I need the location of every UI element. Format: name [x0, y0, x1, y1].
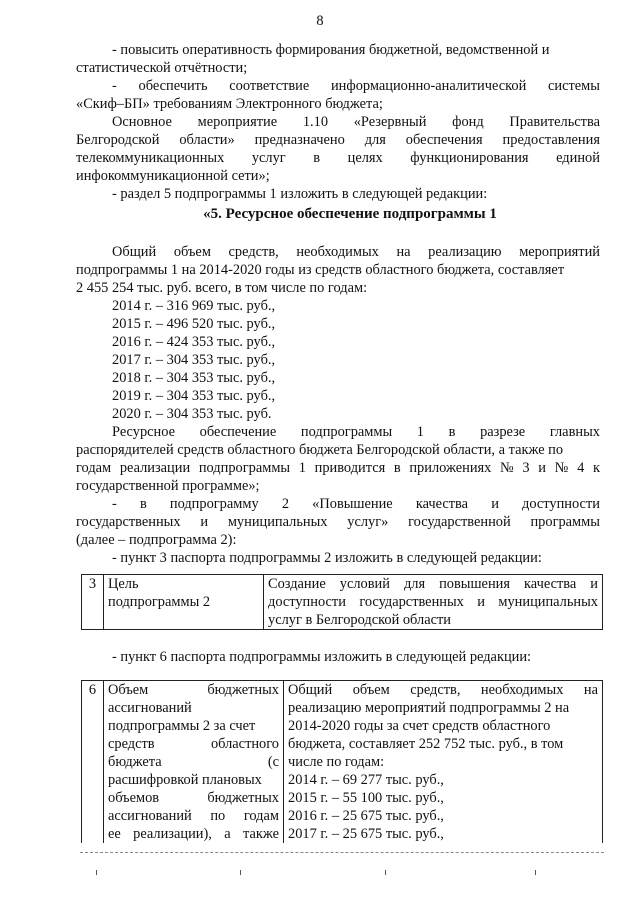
- word: государственных: [76, 514, 181, 530]
- value-line: 2014 г. – 69 277 тыс. руб.,: [288, 772, 444, 788]
- word: повышения: [439, 576, 510, 592]
- word: услуг: [251, 150, 286, 166]
- scan-mark: [240, 870, 241, 875]
- word: системы: [548, 78, 600, 94]
- word: ассигнований: [108, 808, 192, 824]
- resource-paragraph-line1: [112, 243, 600, 261]
- year-2019: 2019 г. – 304 353 тыс. руб.,: [112, 388, 276, 404]
- word: доступности: [268, 594, 346, 610]
- word: услуг»: [347, 514, 389, 530]
- word: предназначено: [254, 132, 345, 148]
- label-line: [108, 681, 279, 699]
- word: Общий: [288, 682, 333, 698]
- word: на: [583, 682, 598, 698]
- word: к: [592, 460, 600, 476]
- word: в: [139, 496, 147, 512]
- word: а: [224, 826, 231, 842]
- word: необходимых: [296, 244, 379, 260]
- point6-instruction: - пункт 6 паспорта подпрограммы изложить в следующей редакции:: [112, 649, 532, 665]
- year-2020: 2020 г. – 304 353 тыс. руб.: [112, 406, 272, 422]
- word: областного: [210, 736, 279, 752]
- word: 4: [577, 460, 585, 476]
- section-heading: «5. Ресурсное обеспечение подпрограммы 1: [203, 206, 497, 222]
- scan-mark: [96, 870, 97, 875]
- word: для: [364, 132, 386, 148]
- word: государственной: [408, 514, 511, 530]
- value-line: услуг в Белгородской области: [268, 612, 451, 628]
- word: главных: [549, 424, 600, 440]
- label-line: расшифровкой плановых: [108, 772, 262, 788]
- resource-paragraph-line3: 2 455 254 тыс. руб. всего, в том числе по годам:: [76, 280, 368, 296]
- page-number: 8: [316, 13, 324, 29]
- word: подпрограммы: [300, 424, 393, 440]
- word: 2: [281, 496, 290, 512]
- word: для: [403, 576, 426, 592]
- word: и: [590, 576, 598, 592]
- passport-table-point3: [81, 574, 603, 630]
- word: муниципальных: [498, 594, 598, 610]
- word: функционирования: [410, 150, 529, 166]
- subprogram2-line1: [112, 495, 600, 513]
- value-line: [268, 593, 598, 611]
- table-cut-line: [80, 852, 604, 853]
- word: реализацию: [428, 244, 502, 260]
- word: «Резервный: [353, 114, 427, 130]
- word: условий: [339, 576, 390, 592]
- year-2016: 2016 г. – 424 353 тыс. руб.,: [112, 334, 276, 350]
- word: целях: [347, 150, 383, 166]
- word: «Повышение: [312, 496, 393, 512]
- word: подпрограмму: [169, 496, 259, 512]
- word: годам: [243, 808, 279, 824]
- word: единой: [556, 150, 600, 166]
- word: -: [112, 496, 117, 512]
- resource-note-line3: [76, 459, 600, 477]
- table-cell-label: [104, 575, 264, 630]
- word: телекоммуникационных: [76, 150, 225, 166]
- year-2014: 2014 г. – 316 969 тыс. руб.,: [112, 298, 276, 314]
- word: бюджетных: [207, 682, 279, 698]
- label-line: подпрограммы 2: [108, 594, 211, 610]
- label-line: [108, 735, 279, 753]
- subprogram2-line2: [76, 513, 600, 531]
- word: обеспечение: [199, 424, 277, 440]
- value-line: 2014-2020 годы за счет средств областного: [288, 718, 551, 734]
- word: информационно-аналитической: [330, 78, 527, 94]
- word: №: [554, 460, 569, 476]
- word: программы: [530, 514, 600, 530]
- table-row: [82, 575, 603, 630]
- measure-1-10-line3: [76, 149, 600, 167]
- word: 3: [522, 460, 530, 476]
- word: обеспечить: [138, 78, 208, 94]
- word: доступности: [522, 496, 600, 512]
- subprogram2-line3: (далее – подпрограмма 2):: [76, 532, 237, 548]
- word: 1.10: [302, 114, 329, 130]
- word: предоставления: [502, 132, 600, 148]
- word: Ресурсное: [112, 424, 175, 440]
- bullet-skif-line1: [112, 77, 600, 95]
- word: также: [242, 826, 279, 842]
- label-line: подпрограммы 2 за счет: [108, 718, 256, 734]
- word: реализации),: [133, 826, 212, 842]
- value-line: бюджета, составляет 252 752 тыс. руб., в том: [288, 736, 564, 752]
- word: средств,: [410, 682, 461, 698]
- word: соответствие: [229, 78, 310, 94]
- label-line: [108, 789, 279, 807]
- word: в: [448, 424, 456, 440]
- word: Общий: [112, 244, 157, 260]
- word: по: [210, 808, 226, 824]
- word: разрезе: [480, 424, 526, 440]
- word: в: [313, 150, 321, 166]
- year-2018: 2018 г. – 304 353 тыс. руб.,: [112, 370, 276, 386]
- word: качества: [415, 496, 469, 512]
- value-line: 2017 г. – 25 675 тыс. руб.,: [288, 826, 444, 842]
- value-line: 2016 г. – 25 675 тыс. руб.,: [288, 808, 444, 824]
- table-cell-number: 3: [82, 575, 104, 630]
- word: объемов: [108, 790, 160, 806]
- word: мероприятий: [519, 244, 600, 260]
- value-line: реализацию мероприятий подпрограммы 2 на: [288, 700, 570, 716]
- value-line: числе по годам:: [288, 754, 385, 770]
- table-cell-label: [104, 681, 284, 844]
- word: (с: [267, 754, 279, 770]
- bullet-reporting-line2: статистической отчётности;: [76, 60, 248, 76]
- point3-instruction: - пункт 3 паспорта подпрограммы 2 изложить в следующей редакции:: [112, 550, 542, 566]
- word: бюджета: [108, 754, 162, 770]
- word: объем: [173, 244, 211, 260]
- measure-1-10-line1: [112, 113, 600, 131]
- word: средств: [108, 736, 155, 752]
- word: реализации: [119, 460, 191, 476]
- word: Создание: [268, 576, 326, 592]
- year-2015: 2015 г. – 496 520 тыс. руб.,: [112, 316, 276, 332]
- resource-paragraph-line2: подпрограммы 1 на 2014-2020 годы из средств областного бюджета, составляет: [76, 262, 565, 278]
- resource-note-line1: [112, 423, 600, 441]
- scan-mark: [385, 870, 386, 875]
- word: -: [112, 78, 117, 94]
- word: 1: [298, 460, 306, 476]
- table-cell-value: [264, 575, 603, 630]
- word: государственных: [359, 594, 464, 610]
- word: объем: [352, 682, 390, 698]
- measure-1-10-line4: инфокоммуникационной сети»;: [76, 168, 270, 184]
- word: средств,: [228, 244, 279, 260]
- word: Белгородской: [76, 132, 160, 148]
- label-line: [108, 753, 279, 771]
- word: и: [538, 460, 546, 476]
- bullet-skif-line2: «Скиф–БП» требованиям Электронного бюджета;: [76, 96, 383, 112]
- word: необходимых: [480, 682, 564, 698]
- word: №: [500, 460, 514, 476]
- resource-note-line4: государственной программе»;: [76, 478, 260, 494]
- scan-mark: [535, 870, 536, 875]
- table-row: [82, 681, 603, 844]
- label-line: [108, 825, 279, 843]
- bullet-reporting-line1: - повысить оперативность формирования бюджетной, ведомственной и: [112, 42, 550, 58]
- word: качества: [524, 576, 577, 592]
- word: Основное: [112, 114, 172, 130]
- word: и: [477, 594, 485, 610]
- section5-instruction: - раздел 5 подпрограммы 1 изложить в следующей редакции:: [112, 186, 488, 202]
- label-line: [108, 807, 279, 825]
- word: Правительства: [509, 114, 600, 130]
- measure-1-10-line2: [76, 131, 600, 149]
- word: годам: [76, 460, 112, 476]
- label-line: Цель: [108, 576, 139, 592]
- word: в: [393, 460, 401, 476]
- word: ее: [108, 826, 121, 842]
- word: на: [396, 244, 411, 260]
- word: фонд: [452, 114, 484, 130]
- word: и: [491, 496, 499, 512]
- word: приводится: [314, 460, 386, 476]
- value-line: [288, 681, 598, 699]
- word: 1: [416, 424, 424, 440]
- table-cell-value: [284, 681, 603, 844]
- value-line: [268, 575, 598, 593]
- label-line: ассигнований: [108, 700, 192, 716]
- word: муниципальных: [227, 514, 328, 530]
- resource-note-line2: распорядителей средств областного бюджета Белгородской области, а также по: [76, 442, 564, 458]
- word: области»: [179, 132, 235, 148]
- passport-table-point6: [81, 680, 603, 843]
- word: подпрограммы: [198, 460, 291, 476]
- word: приложениях: [409, 460, 492, 476]
- word: и: [200, 514, 209, 530]
- word: обеспечения: [405, 132, 483, 148]
- year-2017: 2017 г. – 304 353 тыс. руб.,: [112, 352, 276, 368]
- value-line: 2015 г. – 55 100 тыс. руб.,: [288, 790, 444, 806]
- word: Объем: [108, 682, 149, 698]
- word: мероприятие: [197, 114, 278, 130]
- word: бюджетных: [207, 790, 279, 806]
- table-cell-number: 6: [82, 681, 104, 844]
